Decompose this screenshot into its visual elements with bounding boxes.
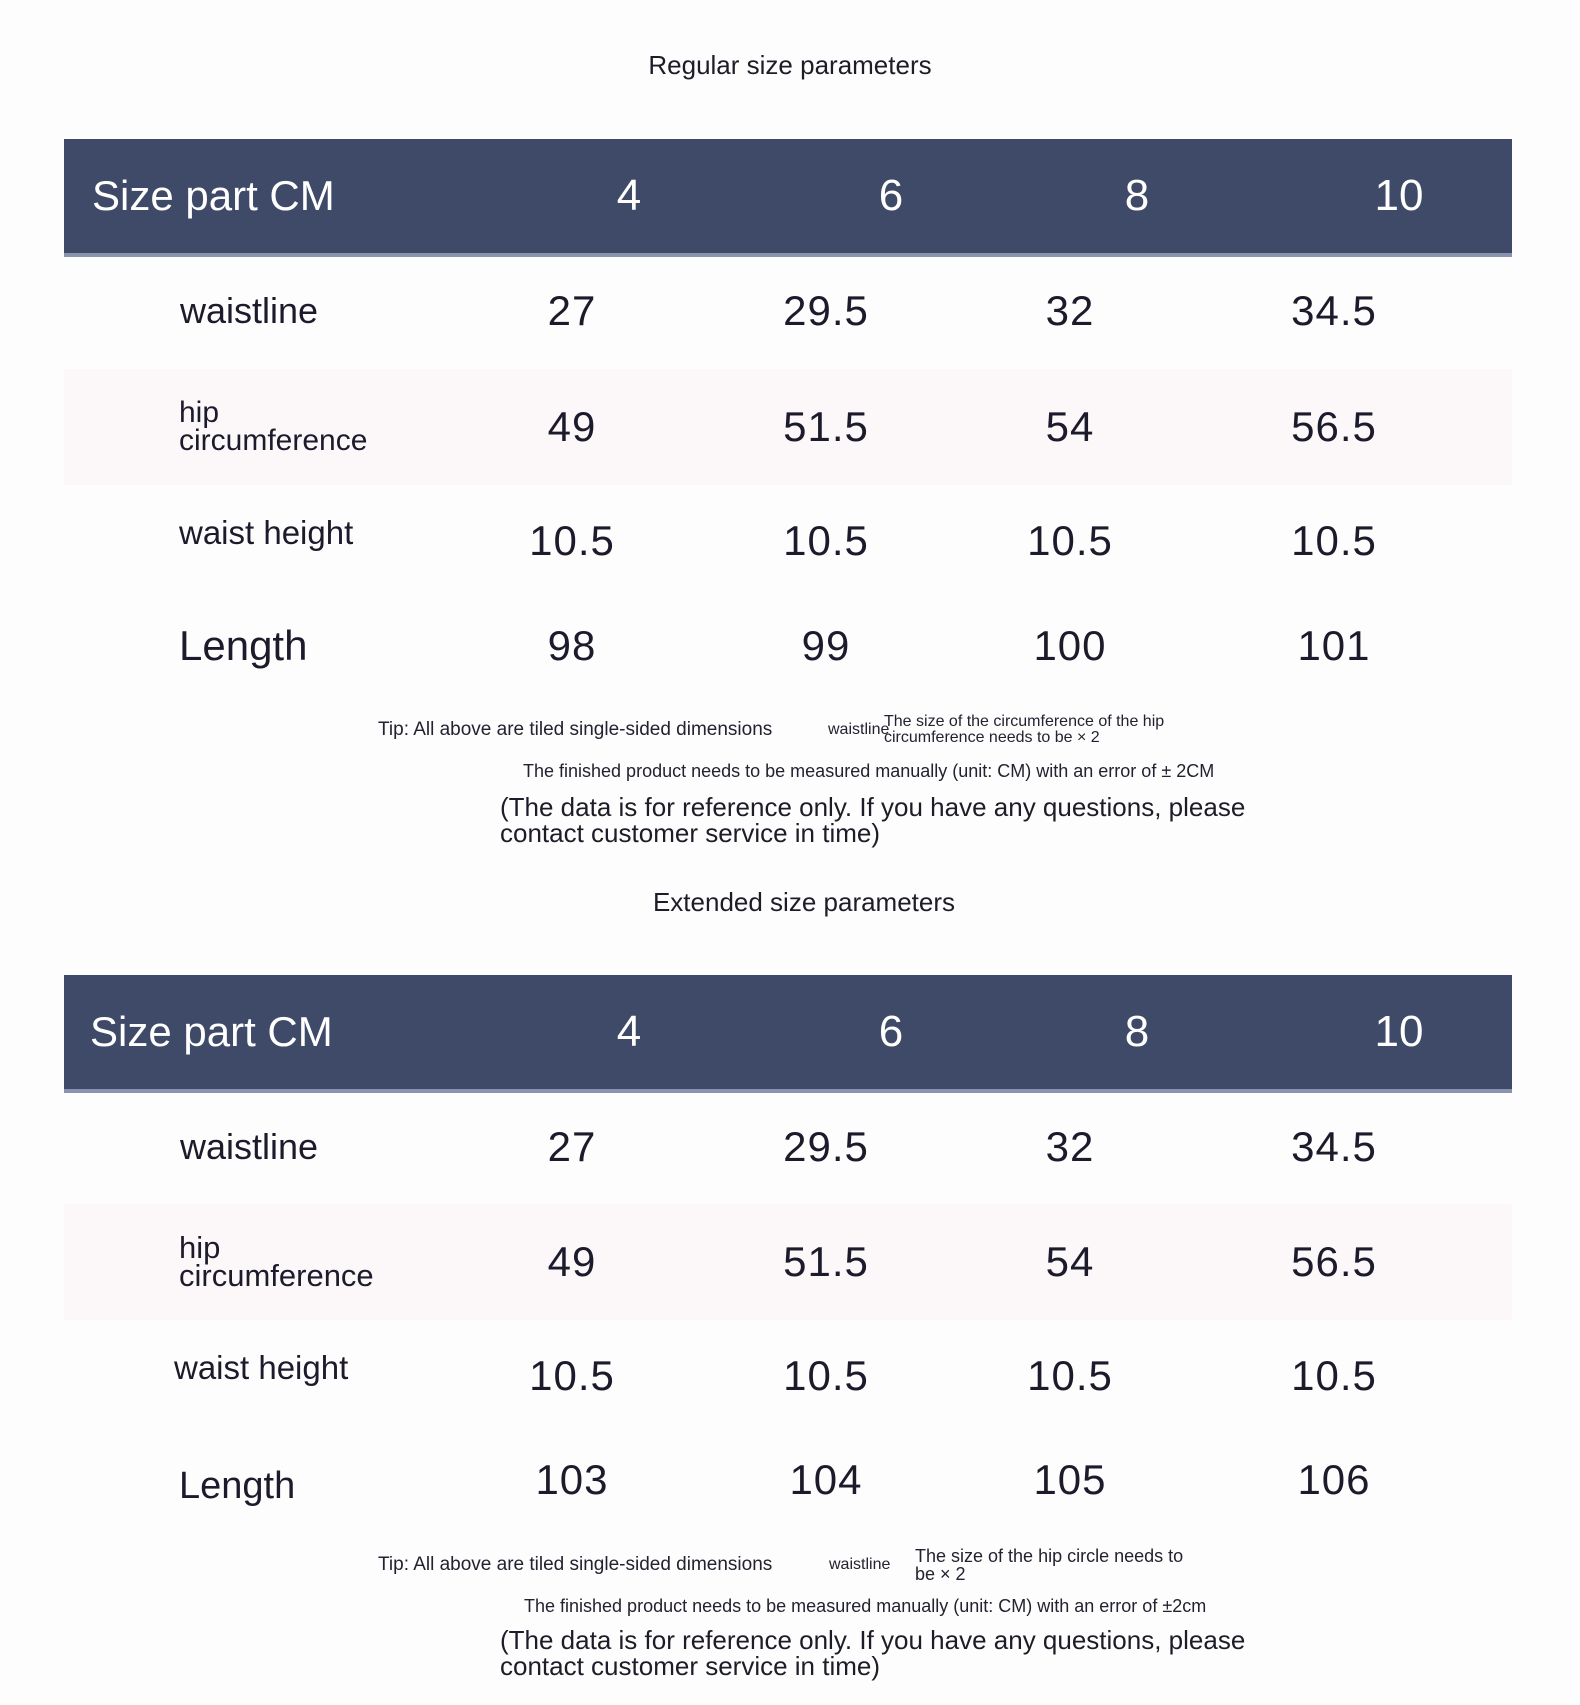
table-cell: 10.5 <box>783 517 869 564</box>
table-cell: 10.5 <box>1027 1352 1113 1399</box>
header-size: 10 <box>1374 1007 1424 1056</box>
reference-note: (The data is for reference only. If you have any questions, please contact customer service in time) <box>500 1625 1246 1681</box>
table-cell: 32 <box>1045 287 1095 334</box>
table-cell: 99 <box>801 622 851 669</box>
table-row <box>64 1422 1512 1538</box>
table-cell: 32 <box>1045 1123 1095 1170</box>
table-cell: 49 <box>547 403 597 450</box>
row-label: waistline <box>180 289 319 331</box>
table-cell: 49 <box>547 1238 597 1285</box>
table-row <box>64 588 1512 704</box>
table-cell: 29.5 <box>783 287 869 334</box>
header-size: 8 <box>1124 1007 1150 1056</box>
table-cell: 10.5 <box>529 517 615 564</box>
header-size: 4 <box>616 171 642 220</box>
tip-waistline: waistline <box>829 1556 891 1573</box>
extended-section-title: Extended size parameters <box>652 887 956 917</box>
table-cell: 27 <box>547 1123 597 1170</box>
table-cell: 54 <box>1045 403 1095 450</box>
table-cell: 34.5 <box>1291 287 1377 334</box>
table-row <box>64 485 1512 601</box>
row-label: Length <box>179 622 308 670</box>
table-row <box>64 253 1512 369</box>
table-cell: 10.5 <box>1291 1352 1377 1399</box>
table-cell: 10.5 <box>529 1352 615 1399</box>
table-cell: 27 <box>547 287 597 334</box>
table-cell: 106 <box>1297 1456 1371 1503</box>
table-header <box>64 975 1512 1093</box>
table-row <box>64 1204 1512 1320</box>
row-label: hip circumference <box>179 1230 374 1293</box>
row-label: waist height <box>174 1348 349 1386</box>
table-cell: 104 <box>789 1456 863 1503</box>
tip-text: Tip: All above are tiled single-sided dimensions <box>378 1554 773 1575</box>
measurement-note: The finished product needs to be measured manually (unit: CM) with an error of ± 2CM <box>523 761 1215 781</box>
table-cell: 56.5 <box>1291 1238 1377 1285</box>
tip-note: The size of the hip circle needs to be × 2 <box>915 1546 1184 1584</box>
header-size: 6 <box>878 1007 904 1056</box>
table-row <box>64 1089 1512 1205</box>
table-cell: 56.5 <box>1291 403 1377 450</box>
row-label: hip circumference <box>179 396 368 457</box>
row-label: waist height <box>179 513 354 551</box>
header-size: 8 <box>1124 171 1150 220</box>
table-cell: 98 <box>547 622 597 669</box>
header-label: Size part CM <box>92 172 335 219</box>
table-row <box>64 369 1512 485</box>
regular-section-title: Regular size parameters <box>648 50 932 80</box>
header-label: Size part CM <box>90 1008 333 1055</box>
table-cell: 10.5 <box>783 1352 869 1399</box>
table-header <box>64 139 1512 257</box>
header-size: 4 <box>616 1007 642 1056</box>
tip-text: Tip: All above are tiled single-sided dimensions <box>378 719 773 740</box>
row-label: Length <box>179 1464 296 1507</box>
table-cell: 10.5 <box>1291 517 1377 564</box>
table-cell: 105 <box>1033 1456 1107 1503</box>
tip-note: The size of the circumference of the hip circumference needs to be × 2 <box>884 713 1165 746</box>
table-cell: 101 <box>1297 622 1371 669</box>
table-cell: 29.5 <box>783 1123 869 1170</box>
header-size: 6 <box>878 171 904 220</box>
table-cell: 54 <box>1045 1238 1095 1285</box>
table-cell: 103 <box>535 1456 609 1503</box>
row-label: waistline <box>180 1125 319 1167</box>
header-size: 10 <box>1374 171 1424 220</box>
table-cell: 100 <box>1033 622 1107 669</box>
table-cell: 51.5 <box>783 403 869 450</box>
measurement-note: The finished product needs to be measured manually (unit: CM) with an error of ±2cm <box>524 1596 1207 1616</box>
reference-note: (The data is for reference only. If you have any questions, please contact customer service in time) <box>500 792 1246 848</box>
table-cell: 10.5 <box>1027 517 1113 564</box>
table-cell: 51.5 <box>783 1238 869 1285</box>
tip-waistline: waistline <box>828 721 890 738</box>
table-cell: 34.5 <box>1291 1123 1377 1170</box>
table-row <box>64 1320 1512 1436</box>
